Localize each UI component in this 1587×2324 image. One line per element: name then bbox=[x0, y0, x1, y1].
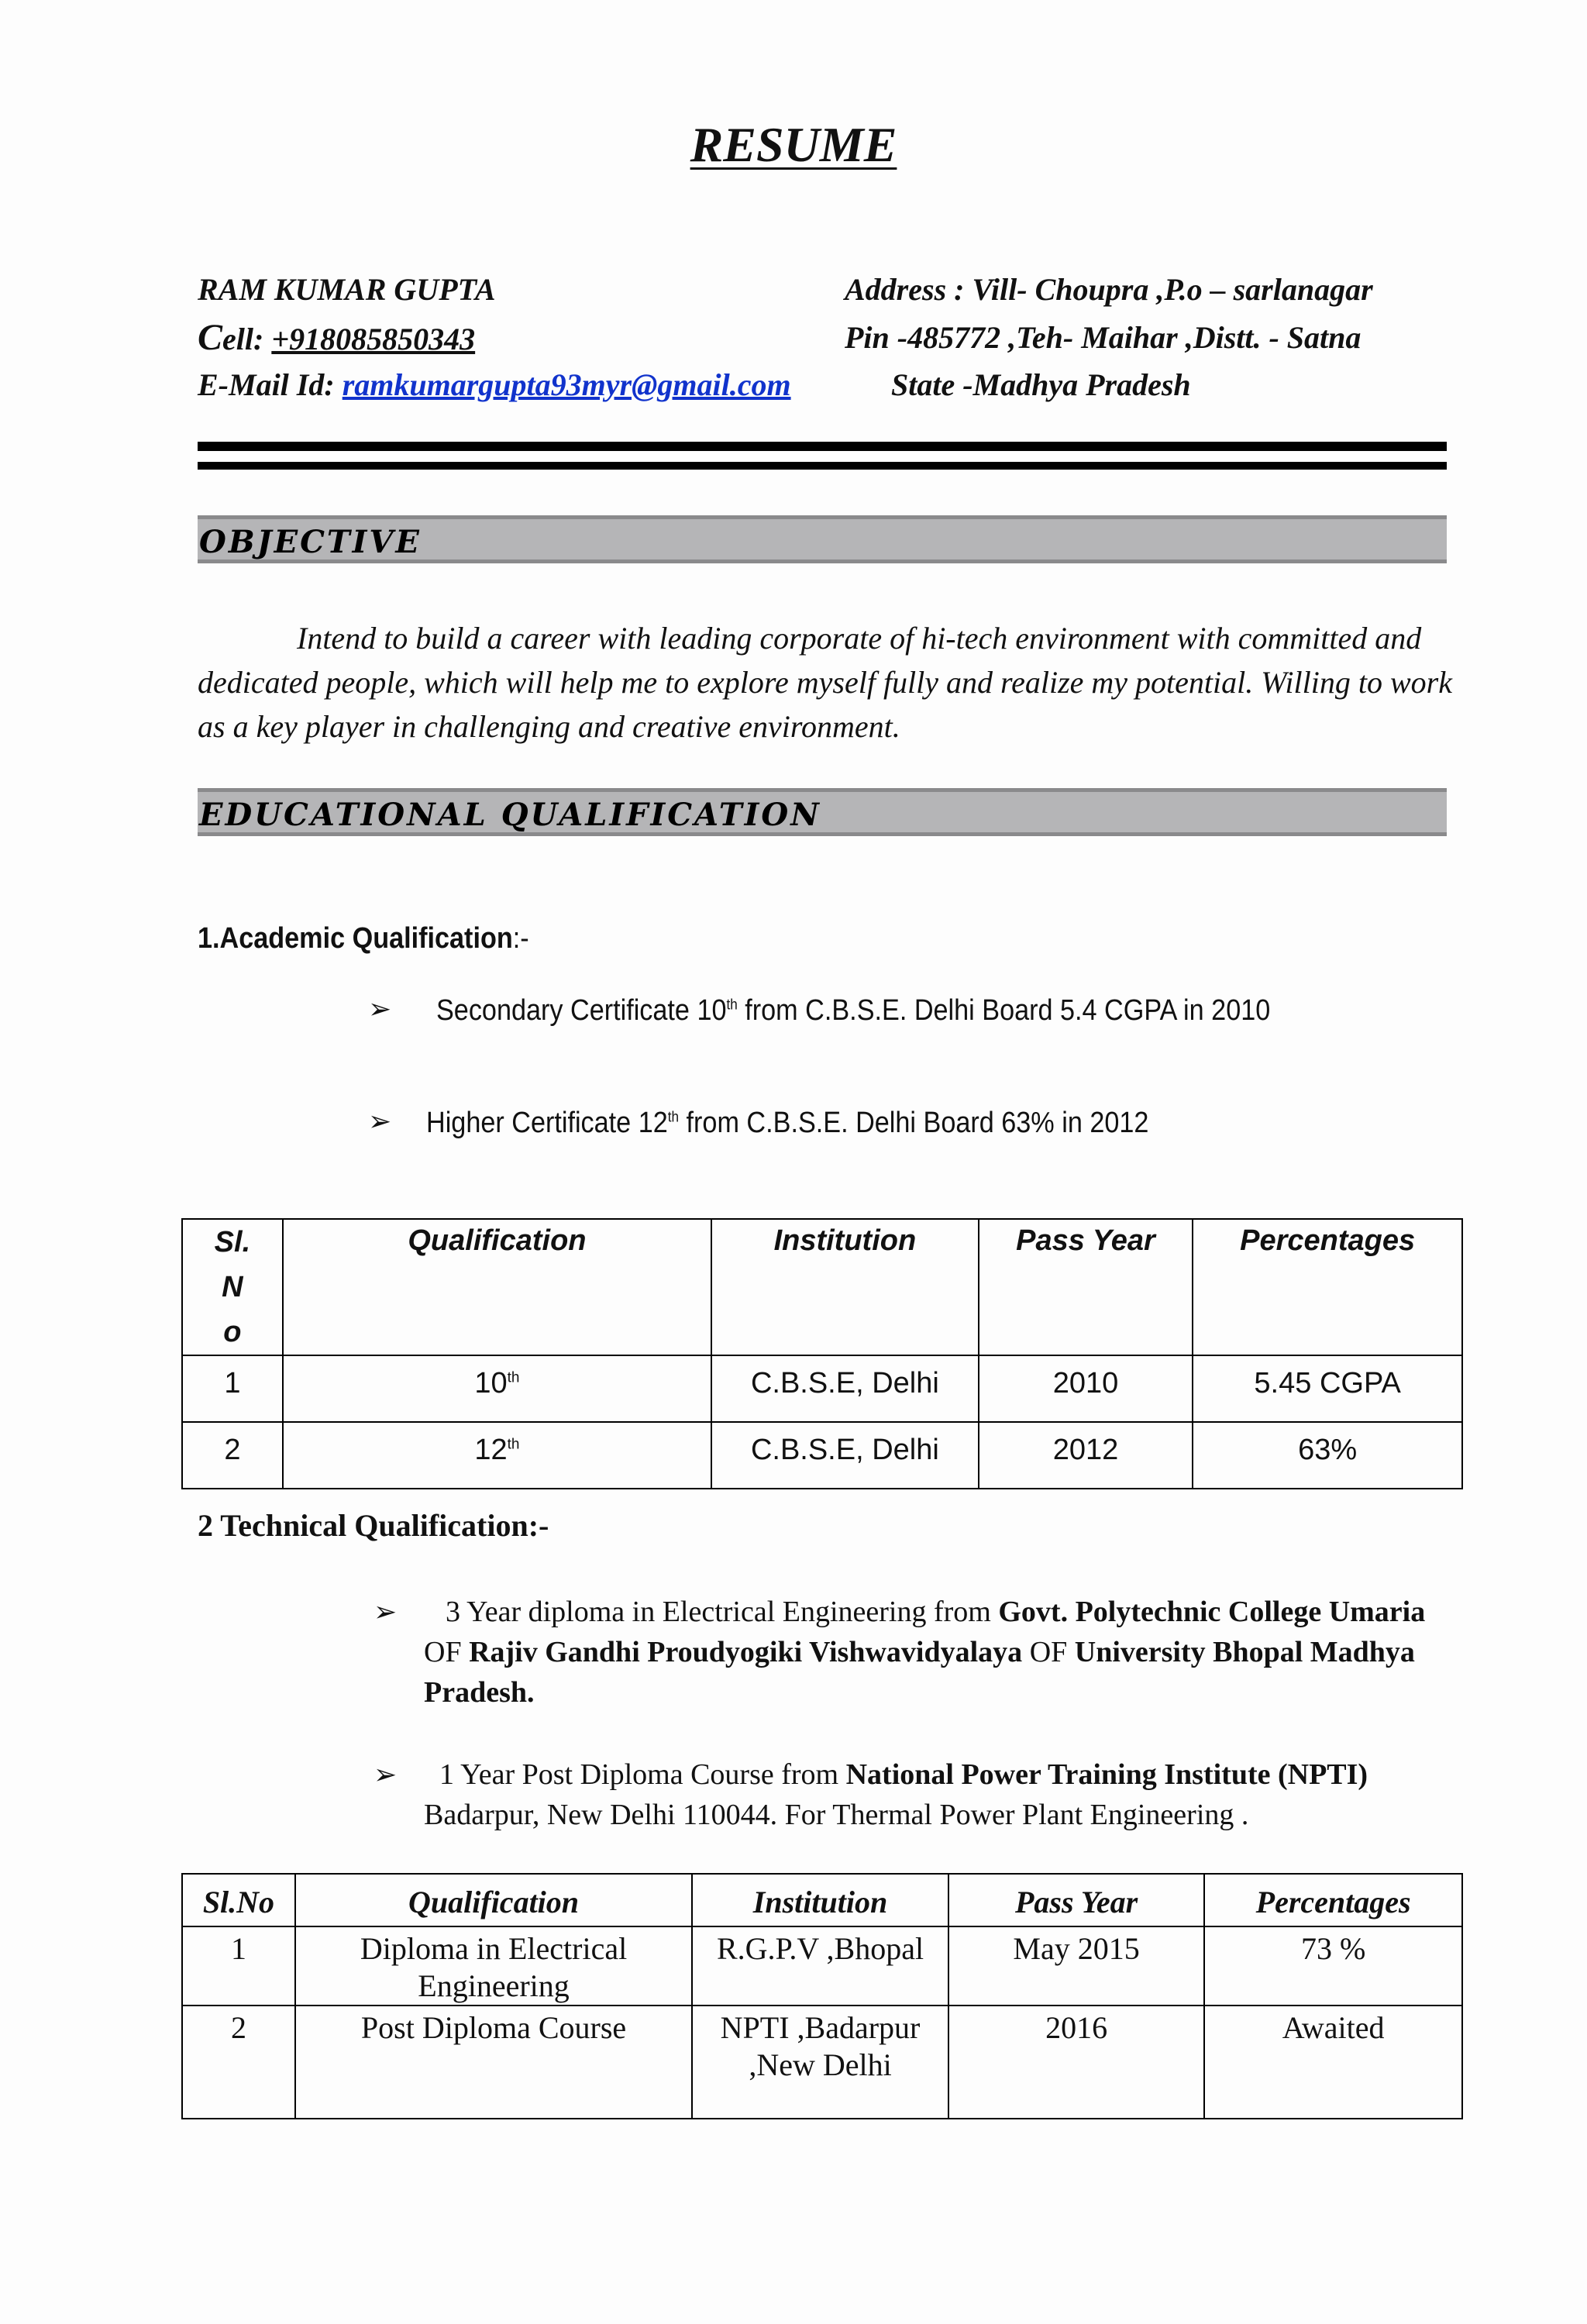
table-cell: 2016 bbox=[948, 2006, 1204, 2119]
column-header: Qualification bbox=[295, 1874, 692, 1926]
table-header-row bbox=[182, 1874, 1462, 1926]
table-cell: 1 bbox=[182, 1355, 283, 1422]
academic-heading bbox=[198, 922, 529, 955]
column-header: Pass Year bbox=[979, 1219, 1193, 1355]
table-cell: 5.45 CGPA bbox=[1193, 1355, 1462, 1422]
address-line-3: State -Madhya Pradesh bbox=[891, 367, 1191, 402]
table-cell: 10th bbox=[283, 1355, 711, 1422]
bullet2-pre: Higher Certificate 12 bbox=[426, 1107, 668, 1139]
bullet-arrow-icon: ➢ bbox=[374, 1759, 398, 1791]
academic-bullet-2 bbox=[426, 1107, 1148, 1140]
bullet1-sup: th bbox=[726, 997, 738, 1014]
bullet-arrow-icon: ➢ bbox=[368, 993, 392, 1025]
cell-label: ell: bbox=[222, 322, 272, 356]
bullet-arrow-icon: ➢ bbox=[374, 1596, 398, 1628]
bullet-arrow-icon: ➢ bbox=[368, 1106, 392, 1138]
table-cell: 2 bbox=[182, 1422, 283, 1489]
column-header: Institution bbox=[711, 1219, 979, 1355]
candidate-name: RAM KUMAR GUPTA bbox=[198, 272, 496, 307]
table-cell: 2010 bbox=[979, 1355, 1193, 1422]
academic-heading-label: 1.Academic Qualification bbox=[198, 922, 513, 955]
technical-bullet-2: 1 Year Post Diploma Course from National Power Training Institute (NPTI) Badarpur, New Delhi 110044. For Thermal Power Plant Engineering . bbox=[424, 1758, 1368, 1831]
cell-number[interactable]: +918085850343 bbox=[271, 322, 476, 356]
column-header: Sl.N o bbox=[182, 1219, 283, 1355]
table-cell: Post Diploma Course bbox=[295, 2006, 692, 2119]
address-line-2: Pin -485772 ,Teh- Maihar ,Distt. - Satna bbox=[845, 320, 1362, 355]
objective-heading: OBJECTIVE bbox=[199, 524, 422, 560]
education-heading: EDUCATIONAL QUALIFICATION bbox=[199, 797, 821, 833]
academic-bullet-1 bbox=[436, 994, 1270, 1028]
table-row bbox=[182, 1355, 1462, 1422]
column-header: Pass Year bbox=[948, 1874, 1204, 1926]
bullet2-post: from C.B.S.E. Delhi Board 63% in 2012 bbox=[679, 1107, 1149, 1139]
address-line-1: Address : Vill- Choupra ,P.o – sarlanagar bbox=[845, 272, 1373, 307]
education-section-bar bbox=[198, 788, 1447, 836]
table-row bbox=[182, 1422, 1462, 1489]
column-header: Institution bbox=[692, 1874, 948, 1926]
technical-table bbox=[181, 1873, 1463, 2119]
academic-heading-suffix: :- bbox=[512, 922, 529, 955]
table-row bbox=[182, 2006, 1462, 2119]
table-cell: 63% bbox=[1193, 1422, 1462, 1489]
table-cell: Awaited bbox=[1204, 2006, 1462, 2119]
table-cell: NPTI ,Badarpur ,New Delhi bbox=[692, 2006, 948, 2119]
objective-text bbox=[198, 616, 1453, 749]
objective-section-bar bbox=[198, 515, 1447, 563]
column-header: Percentages bbox=[1204, 1874, 1462, 1926]
header-rule-thick bbox=[198, 442, 1447, 451]
table-cell: 12th bbox=[283, 1422, 711, 1489]
table-row bbox=[182, 1926, 1462, 2006]
page-title: RESUME bbox=[690, 117, 897, 172]
email-label: E-Mail Id: bbox=[198, 367, 343, 402]
table-cell: May 2015 bbox=[948, 1926, 1204, 2006]
bullet1-pre: Secondary Certificate 10 bbox=[436, 994, 727, 1027]
table-header-row bbox=[182, 1219, 1462, 1355]
technical-heading: 2 Technical Qualification:- bbox=[198, 1508, 549, 1543]
bullet2-sup: th bbox=[667, 1109, 680, 1126]
column-header: Sl.No bbox=[182, 1874, 295, 1926]
table-cell: 2012 bbox=[979, 1422, 1193, 1489]
objective-paragraph: Intend to build a career with leading corporate of hi-tech environment with committed and dedicated people, which will help me to explore myself fully and realize my potential. Willing to work as a key player in challenging and creative environment. bbox=[198, 621, 1452, 744]
table-cell: C.B.S.E, Delhi bbox=[711, 1422, 979, 1489]
email-link[interactable]: ramkumargupta93myr@gmail.com bbox=[342, 367, 791, 402]
email-line bbox=[198, 367, 791, 403]
cell-line bbox=[198, 316, 475, 359]
cell-label-initial: C bbox=[198, 317, 223, 358]
bullet1-post: from C.B.S.E. Delhi Board 5.4 CGPA in 2010 bbox=[737, 994, 1271, 1027]
table-cell: Diploma in Electrical Engineering bbox=[295, 1926, 692, 2006]
header-rule-thin bbox=[198, 462, 1447, 470]
table-cell: 73 % bbox=[1204, 1926, 1462, 2006]
table-cell: 1 bbox=[182, 1926, 295, 2006]
table-cell: C.B.S.E, Delhi bbox=[711, 1355, 979, 1422]
column-header: Qualification bbox=[283, 1219, 711, 1355]
table-cell: R.G.P.V ,Bhopal bbox=[692, 1926, 948, 2006]
technical-bullet-1: 3 Year diploma in Electrical Engineering from Govt. Polytechnic College Umaria OF Rajiv Gandhi Proudyogiki Vishwavidyalaya OF University Bhopal Madhya Pradesh. bbox=[424, 1596, 1426, 1709]
column-header: Percentages bbox=[1193, 1219, 1462, 1355]
academic-table bbox=[181, 1218, 1463, 1489]
table-cell: 2 bbox=[182, 2006, 295, 2119]
